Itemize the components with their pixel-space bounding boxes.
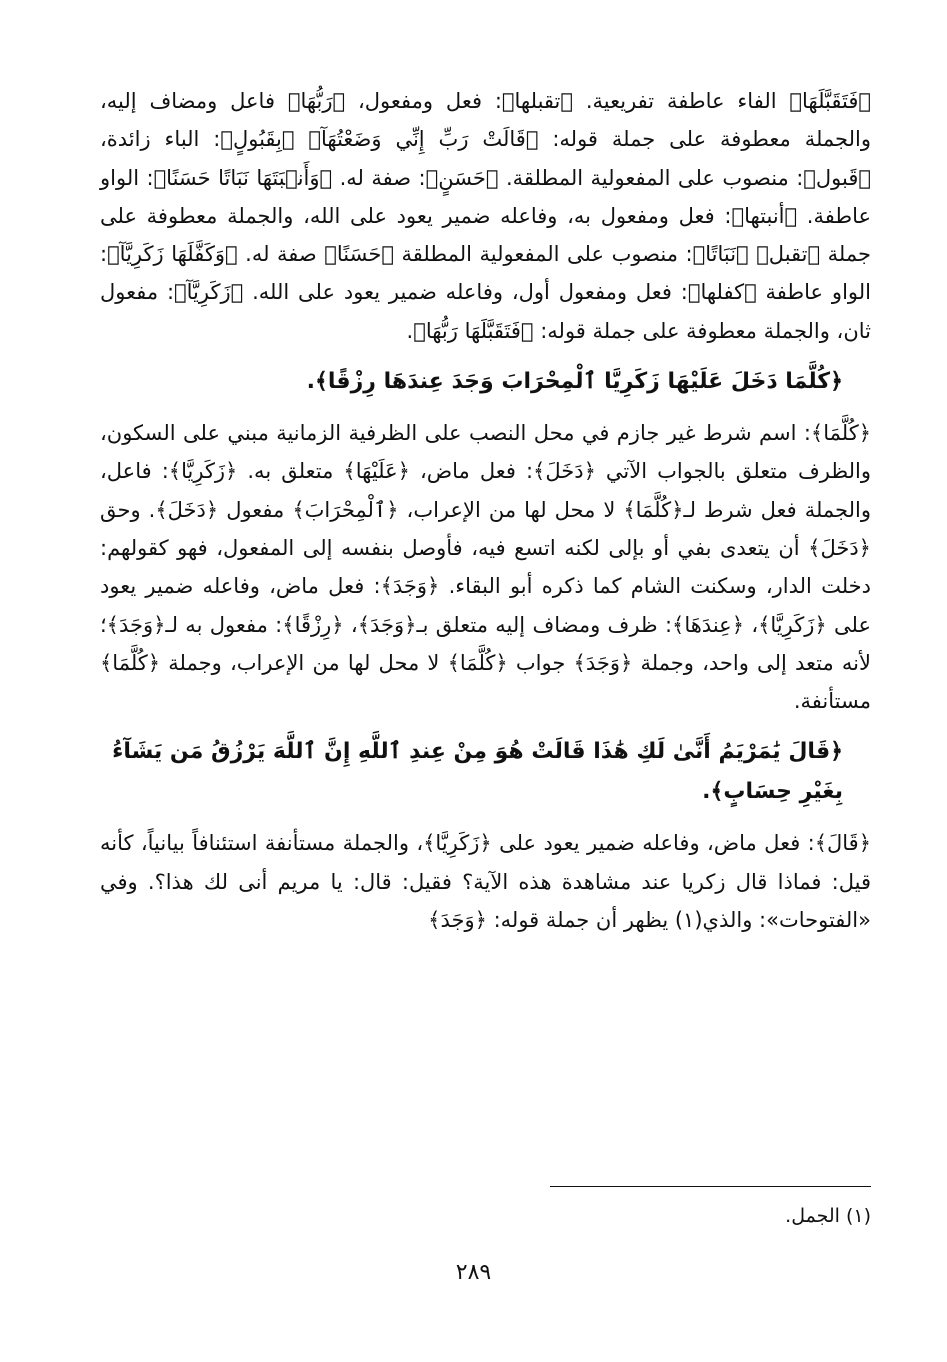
paragraph-2: ﴿كُلَّمَا﴾: اسم شرط غير جازم في محل النصب على الظرفية الزمانية مبني على السكون، والظرف متعلق بالجواب الآتي ﴿دَخَلَ﴾: فعل ماض، ﴿عَلَيْهَا﴾ متعلق به. ﴿زَكَرِيَّا﴾: فاعل، والجملة فعل شرط لـ﴿كُلَّمَا﴾ لا محل لها من الإعراب، ﴿ٱلْمِحْرَابَ﴾ مفعول ﴿دَخَلَ﴾. وحق ﴿دَخَلَ﴾ أن يتعدى بفي أو بإلى لكنه اتسع فيه، فأوصل بنفسه إلى المفعول، فهو كقولهم: دخلت الدار، وسكنت الشام كما ذكره أبو البقاء. ﴿وَجَدَ﴾: فعل ماض، وفاعله ضمير يعود على ﴿زَكَرِيَّا﴾، ﴿عِندَهَا﴾: ظرف ومضاف إليه متعلق بـ﴿وَجَدَ﴾، ﴿رِزْقًا﴾: مفعول به لـ﴿وَجَدَ﴾؛ لأنه متعد إلى واحد، وجملة ﴿وَجَدَ﴾ جواب ﴿كُلَّمَا﴾ لا محل لها من الإعراب، وجملة ﴿كُلَّمَا﴾ مستأنفة. xyxy=(100,421,871,714)
paragraph-3: ﴿قَالَ﴾: فعل ماض، وفاعله ضمير يعود على ﴿زَكَرِيَّا﴾، والجملة مستأنفة استئنافاً بيانياً، كأنه قيل: فماذا قال زكريا عند مشاهدة هذه الآية؟ فقيل: قال: يا مريم أنى لك هذا؟. وفي «الفتوحات»: والذي(١) يظهر أن جملة قوله: ﴿وَجَدَ﴾ xyxy=(100,831,871,933)
verse-2: ﴿قَالَ يَٰمَرْيَمُ أَنَّىٰ لَكِ هَٰذَا قَالَتْ هُوَ مِنْ عِندِ ٱللَّهِ إِنَّ ٱللَّهَ يَرْزُقُ مَن يَشَآءُ بِغَيْرِ حِسَابٍ﴾. xyxy=(112,739,843,805)
page-body xyxy=(100,82,871,939)
verse-1: ﴿كُلَّمَا دَخَلَ عَلَيْهَا زَكَرِيَّا ٱلْمِحْرَابَ وَجَدَ عِندَهَا رِزْقًا﴾. xyxy=(306,369,843,395)
page-number: ٢٨٩ xyxy=(455,1260,492,1285)
footnote-divider xyxy=(550,1186,871,1187)
paragraph-1: ﴿فَتَقَبَّلَهَا﴾ الفاء عاطفة تفريعية. ﴿تقبلها﴾: فعل ومفعول، ﴿رَبُّهَا﴾ فاعل ومضاف إليه، والجملة معطوفة على جملة قوله: ﴿قَالَتْ رَبِّ إِنِّي وَضَعْتُهَآ﴾ ﴿بِقَبُولٍ﴾: الباء زائدة، ﴿قَبول﴾: منصوب على المفعولية المطلقة. ﴿حَسَنٍ﴾: صفة له. ﴿وَأَنۢبَتَهَا نَبَاتًا حَسَنًا﴾: الواو عاطفة. ﴿أنبتها﴾: فعل ومفعول به، وفاعله ضمير يعود على الله، والجملة معطوفة على جملة ﴿تقبل﴾ ﴿نَبَاتًا﴾: منصوب على المفعولية المطلقة ﴿حَسَنًا﴾ صفة له. ﴿وَكَفَّلَهَا زَكَرِيَّآ﴾: الواو عاطفة ﴿كفلها﴾: فعل ومفعول أول، وفاعله ضمير يعود على الله. ﴿زَكَرِيَّآ﴾: مفعول ثان، والجملة معطوفة على جملة قوله: ﴿فَتَقَبَّلَهَا رَبُّهَا﴾. xyxy=(100,89,871,343)
footnote: (١) الجمل. xyxy=(785,1205,871,1227)
